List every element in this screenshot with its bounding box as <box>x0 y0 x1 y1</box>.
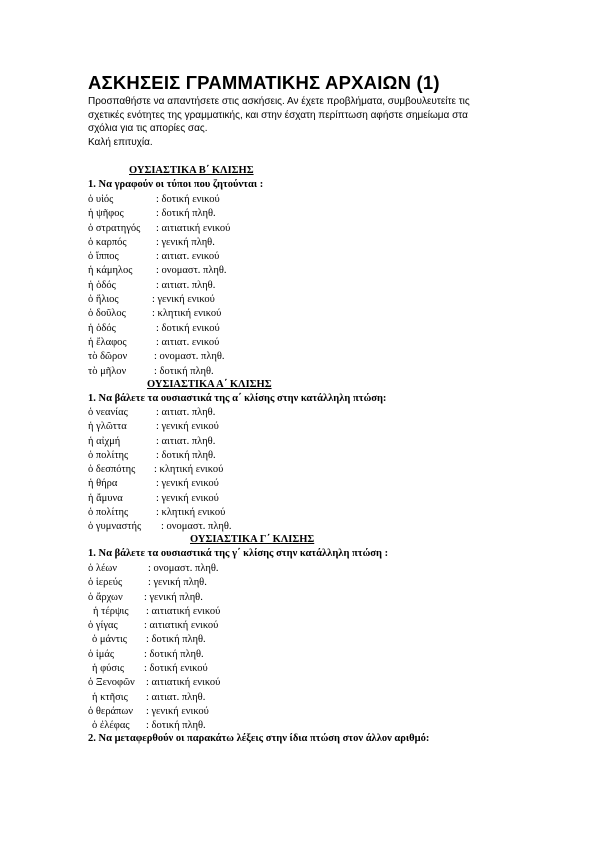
noun-form: ἡ ὁδός <box>88 279 116 291</box>
noun-form: ὁ ἱμάς <box>88 648 114 660</box>
case-requirement: : δοτική ενικού <box>156 322 220 334</box>
noun-form: ὁ ἄρχων <box>88 591 123 603</box>
noun-form: ἡ ψῆφος <box>88 208 124 220</box>
noun-form: ἡ φύσις <box>92 663 125 675</box>
case-requirement: : ονομαστ. πληθ. <box>148 563 219 574</box>
case-requirement: : αιτιατική ενικού <box>146 677 221 689</box>
case-requirement: : δοτική ενικού <box>144 663 208 675</box>
case-requirement: : κλητική ενικού <box>154 464 224 476</box>
noun-form: ὁ καρπός <box>88 236 127 248</box>
noun-form: ὁ γίγας <box>88 620 118 632</box>
case-requirement: : αιτιατική ενικού <box>144 620 219 632</box>
noun-form: ἡ κτῆσις <box>92 691 128 703</box>
noun-form: ὁ δοῦλος <box>88 308 126 320</box>
noun-form: ἡ γλῶττα <box>88 421 127 433</box>
noun-form: τὸ δῶρον <box>88 351 128 363</box>
case-requirement: : γενική ενικού <box>156 492 219 504</box>
case-requirement: : δοτική πληθ. <box>156 449 216 461</box>
noun-form: ὁ στρατηγός <box>88 222 141 234</box>
noun-form: ἡ ἔλαφος <box>88 336 127 348</box>
intro-line: Καλή επιτυχία. <box>88 136 153 148</box>
noun-form: ὁ Ξενοφῶν <box>88 677 135 689</box>
noun-form: ἡ κάμηλος <box>88 265 133 277</box>
intro-line: σχόλια για τις απορίες σας. <box>88 123 208 134</box>
case-requirement: : γενική ενικού <box>152 294 215 306</box>
noun-form: ἡ ὁδός <box>88 322 116 334</box>
case-requirement: : γενική ενικού <box>146 705 209 717</box>
case-requirement: : αιτιατ. πληθ. <box>156 435 216 447</box>
noun-form: τὸ μῆλον <box>88 365 127 377</box>
section-heading-b-declension: ΟΥΣΙΑΣΤΙΚΑ Β΄ ΚΛΙΣΗΣ <box>129 165 254 176</box>
noun-form: ἡ τέρψις <box>93 605 129 617</box>
case-requirement: : δοτική ενικού <box>156 194 220 205</box>
case-requirement: : δοτική πληθ. <box>154 365 214 377</box>
exercise-instruction: 1. Να βάλετε τα ουσιαστικά της γ΄ κλίσης στην κατάλληλη πτώση : <box>88 548 389 559</box>
noun-form: ἡ αἰχμή <box>88 435 121 447</box>
case-requirement: : αιτιατική ενικού <box>156 222 231 234</box>
exercise-instruction-2: 2. Να μεταφερθούν οι παρακάτω λέξεις στην ίδια πτώση στον άλλον αριθμό: <box>88 733 430 744</box>
case-requirement: : ονομαστ. πληθ. <box>154 351 225 363</box>
case-requirement: : αιτιατ. ενικού <box>156 251 220 263</box>
noun-form: ὁ γυμναστής <box>88 521 142 533</box>
section-heading-a-declension: ΟΥΣΙΑΣΤΙΚΑ Α΄ ΚΛΙΣΗΣ <box>147 379 272 390</box>
case-requirement: : γενική πληθ. <box>148 577 207 589</box>
case-requirement: : γενική πληθ. <box>156 236 215 248</box>
noun-form: ὁ μάντις <box>92 634 127 646</box>
exercise-instruction: 1. Να βάλετε τα ουσιαστικά της α΄ κλίσης στην κατάλληλη πτώση: <box>88 393 387 404</box>
noun-form: ὁ πολίτης <box>88 449 129 461</box>
case-requirement: : γενική ενικού <box>156 478 219 490</box>
page-title: ΑΣΚΗΣΕΙΣ ΓΡΑΜΜΑΤΙΚΗΣ ΑΡΧΑΙΩΝ (1) <box>88 72 440 93</box>
case-requirement: : δοτική πληθ. <box>146 720 206 732</box>
noun-form: ὁ λέων <box>88 563 118 574</box>
case-requirement: : αιτιατ. πληθ. <box>146 691 206 703</box>
case-requirement: : αιτιατ. ενικού <box>156 336 220 348</box>
noun-form: ἡ ἄμυνα <box>88 492 123 504</box>
case-requirement: : ονομαστ. πληθ. <box>161 521 232 533</box>
noun-form: ὁ ἱερεύς <box>88 577 123 589</box>
case-requirement: : ονομαστ. πληθ. <box>156 265 227 277</box>
noun-form: ἡ θήρα <box>88 478 118 490</box>
noun-form: ὁ θεράπων <box>88 705 134 717</box>
noun-form: ὁ ἵππος <box>88 251 119 263</box>
noun-form: ὁ νεανίας <box>88 407 128 418</box>
noun-form: ὁ υἱός <box>88 194 114 205</box>
case-requirement: : κλητική ενικού <box>152 308 222 320</box>
case-requirement: : αιτιατική ενικού <box>146 605 221 617</box>
intro-line: σχετικές ενότητες της γραμματικής, και στην έσχατη περίπτωση αφήστε σημείωμα στα <box>88 109 468 121</box>
noun-form: ὁ ἐλέφας <box>92 720 130 732</box>
case-requirement: : κλητική ενικού <box>156 507 226 519</box>
noun-form: ὁ δεσπότης <box>88 464 136 476</box>
intro-paragraph <box>88 95 508 149</box>
case-requirement: : δοτική πληθ. <box>144 648 204 660</box>
case-requirement: : αιτιατ. πληθ. <box>156 279 216 291</box>
section-heading-c-declension: ΟΥΣΙΑΣΤΙΚΑ Γ΄ ΚΛΙΣΗΣ <box>190 534 315 545</box>
noun-form: ὁ πολίτης <box>88 507 129 519</box>
noun-form: ὁ ἥλιος <box>88 294 119 306</box>
case-requirement: : γενική πληθ. <box>144 591 203 603</box>
case-requirement: : γενική ενικού <box>156 421 219 433</box>
case-requirement: : δοτική πληθ. <box>156 208 216 220</box>
case-requirement: : αιτιατ. πληθ. <box>156 407 216 418</box>
case-requirement: : δοτική πληθ. <box>146 634 206 646</box>
intro-line: Προσπαθήστε να απαντήσετε στις ασκήσεις. Αν έχετε προβλήματα, συμβουλευτείτε τις <box>88 96 470 107</box>
exercise-instruction: 1. Να γραφούν οι τύποι που ζητούνται : <box>88 179 264 190</box>
